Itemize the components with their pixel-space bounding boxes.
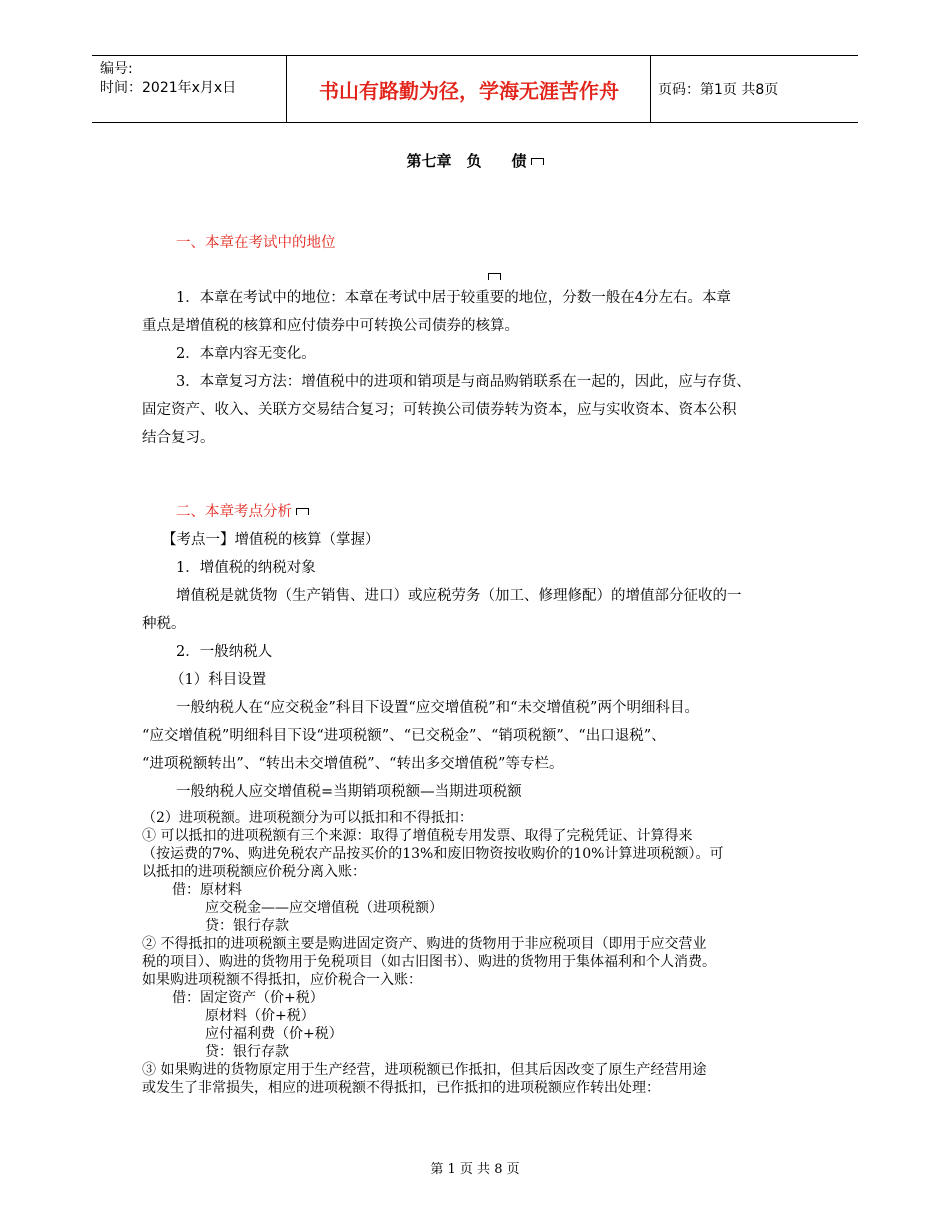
section2-line: “应交增值税”明细科目下设“进项税额”、“已交税金”、“销项税额”、“出口退税”、 (142, 728, 666, 744)
page-header (92, 55, 858, 123)
section2-line: 种税。 (142, 616, 186, 632)
section2-line: 2．一般纳税人 (176, 644, 273, 660)
body-line: 以抵扣的进项税额应价税分离入账： (142, 864, 366, 880)
section2-heading (176, 502, 309, 522)
page-footer: 第 1 页 共 8 页 (430, 1162, 520, 1177)
section2-line: 一般纳税人在“应交税金”科目下设置“应交增值税”和“未交增值税”两个明细科目。 (176, 700, 699, 716)
number-label: 编号: (100, 61, 133, 77)
entry-line: 原材料（价+税） (205, 1008, 315, 1024)
paragraph-mark-icon (531, 158, 544, 165)
body-line: 税的项目）、购进的货物用于免税项目（如古旧图书）、购进的货物用于集体福利和个人消费。 (142, 954, 716, 970)
header-divider (650, 56, 651, 122)
chapter-title (0, 150, 950, 171)
section1-line: 固定资产、收入、关联方交易结合复习；可转换公司债券转为资本，应与实收资本、资本公积 (142, 402, 737, 418)
time-label: 时间：2021年x月x日 (100, 80, 237, 96)
section2-heading-text: 二、本章考点分析 (176, 504, 292, 520)
entry-line: 贷：银行存款 (205, 918, 289, 934)
section2-line: （1）科目设置 (170, 672, 267, 688)
body-line: ① 可以抵扣的进项税额有三个来源：取得了增值税专用发票、取得了完税凭证、计算得来 (142, 828, 693, 844)
paragraph-mark-icon (488, 273, 501, 280)
section1-line: 结合复习。 (142, 430, 215, 446)
header-meta (100, 60, 236, 98)
entry-line: 应交税金——应交增值税（进项税额） (205, 900, 443, 916)
body-line: （按运费的7%、购进免税农产品按买价的13%和废旧物资按收购价的10%计算进项税额）。可 (142, 846, 724, 862)
header-page-info: 页码：第1页 共8页 (658, 82, 779, 98)
body-line: 如果购进项税额不得抵扣，应价税合一入账： (142, 972, 422, 988)
section2-line: 一般纳税人应交增值税=当期销项税额—当期进项税额 (176, 784, 522, 800)
body-line: ② 不得抵扣的进项税额主要是购进固定资产、购进的货物用于非应税项目（即用于应交营业 (142, 936, 707, 952)
section1-heading: 一、本章在考试中的地位 (176, 235, 336, 251)
section2-line: 【考点一】增值税的核算（掌握） (162, 532, 380, 548)
entry-line: 贷：银行存款 (205, 1044, 289, 1060)
section2-line: “进项税额转出”、“转出未交增值税”、“转出多交增值税”等专栏。 (142, 756, 564, 772)
entry-line: 应付福利费（价+税） (205, 1026, 343, 1042)
entry-line: 借：固定资产（价+税） (172, 990, 324, 1006)
section1-line: 2．本章内容无变化。 (176, 346, 316, 362)
section2-line: 增值税是就货物（生产销售、进口）或应税劳务（加工、修理修配）的增值部分征收的一 (176, 588, 742, 604)
header-motto: 书山有路勤为径，学海无涯苦作舟 (319, 78, 619, 103)
header-divider (286, 56, 287, 122)
entry-line: 借：原材料 (172, 882, 242, 898)
chapter-title-text: 第七章 负 债 (406, 152, 527, 170)
section1-line: 重点是增值税的核算和应付债券中可转换公司债券的核算。 (142, 318, 519, 334)
paragraph-mark-icon (296, 508, 309, 515)
body-line: ③ 如果购进的货物原定用于生产经营，进项税额已作抵扣，但其后因改变了原生产经营用途 (142, 1062, 707, 1078)
section2-line: 1．增值税的纳税对象 (176, 560, 316, 576)
body-line: 或发生了非常损失，相应的进项税额不得抵扣，已作抵扣的进项税额应作转出处理： (142, 1080, 660, 1096)
section1-line: 3．本章复习方法：增值税中的进项和销项是与商品购销联系在一起的，因此，应与存货、 (176, 374, 751, 390)
body-line: （2）进项税额。进项税额分为可以抵扣和不得抵扣： (142, 810, 473, 826)
section1-line: 1．本章在考试中的地位：本章在考试中居于较重要的地位，分数一般在4分左右。本章 (176, 290, 731, 306)
